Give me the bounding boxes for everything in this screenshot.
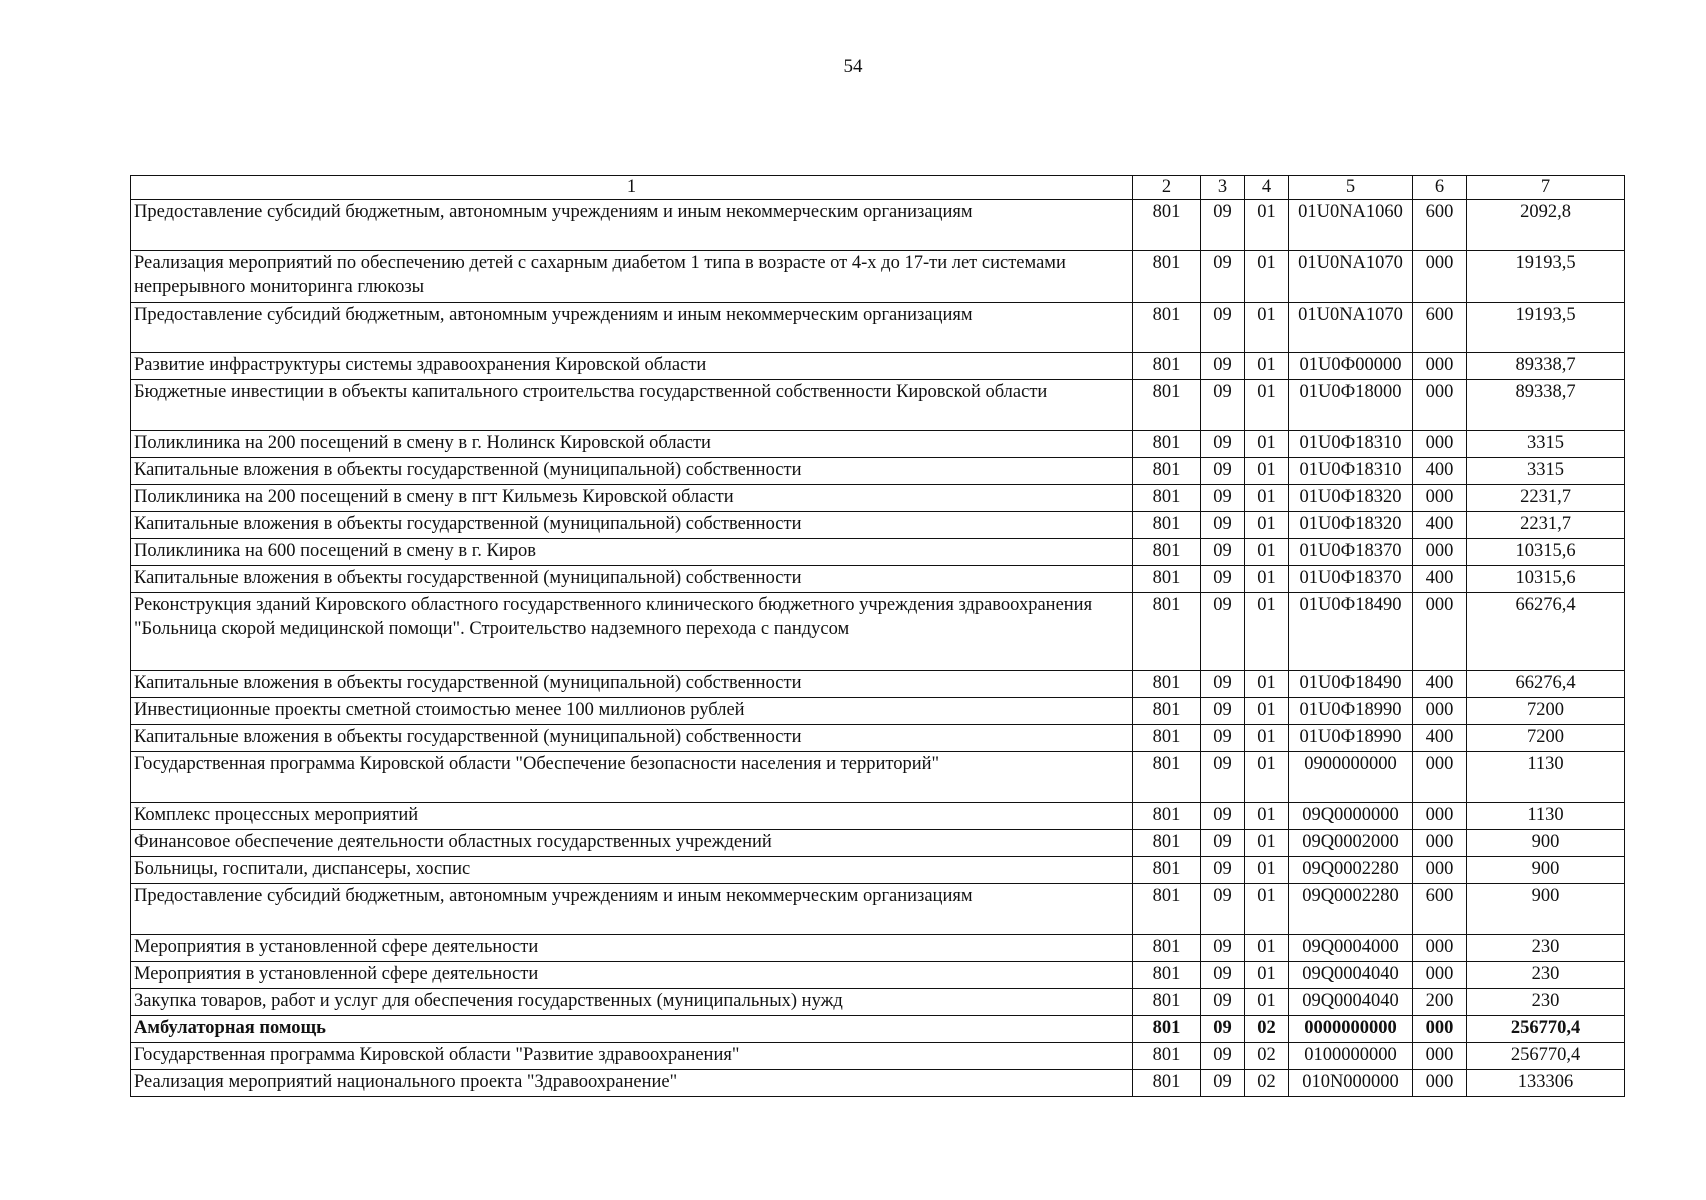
section-code: 09 [1201,485,1245,512]
section-code: 09 [1201,593,1245,671]
amount: 2231,7 [1467,512,1625,539]
column-header: 1 [131,176,1133,200]
expense-type-code: 000 [1413,803,1467,830]
item-name: Капитальные вложения в объекты государственной (муниципальной) собственности [131,512,1133,539]
expense-type-code: 000 [1413,1043,1467,1070]
ministry-code: 801 [1133,512,1201,539]
target-article-code: 09Q0004040 [1289,962,1413,989]
column-header: 7 [1467,176,1625,200]
amount: 900 [1467,884,1625,935]
subsection-code: 01 [1245,884,1289,935]
table-row [131,830,1625,857]
subsection-code: 01 [1245,303,1289,353]
target-article-code: 01U0Ф18310 [1289,458,1413,485]
table-row [131,566,1625,593]
target-article-code: 09Q0002280 [1289,884,1413,935]
table-row [131,803,1625,830]
table-row [131,935,1625,962]
ministry-code: 801 [1133,431,1201,458]
table-row [131,303,1625,353]
expense-type-code: 000 [1413,752,1467,803]
subsection-code: 01 [1245,200,1289,251]
section-code: 09 [1201,725,1245,752]
ministry-code: 801 [1133,671,1201,698]
subsection-code: 02 [1245,1016,1289,1043]
table-row [131,962,1625,989]
target-article-code: 0000000000 [1289,1016,1413,1043]
amount: 2092,8 [1467,200,1625,251]
table-row [131,1070,1625,1097]
section-code: 09 [1201,830,1245,857]
table-row [131,539,1625,566]
table-row [131,857,1625,884]
section-code: 09 [1201,380,1245,431]
table-row [131,485,1625,512]
item-name: Развитие инфраструктуры системы здравоохранения Кировской области [131,353,1133,380]
amount: 900 [1467,830,1625,857]
item-name: Амбулаторная помощь [131,1016,1133,1043]
ministry-code: 801 [1133,380,1201,431]
amount: 7200 [1467,698,1625,725]
section-code: 09 [1201,671,1245,698]
column-header: 6 [1413,176,1467,200]
section-code: 09 [1201,884,1245,935]
section-code: 09 [1201,303,1245,353]
item-name: Капитальные вложения в объекты государственной (муниципальной) собственности [131,671,1133,698]
subsection-code: 01 [1245,512,1289,539]
table-row [131,431,1625,458]
item-name: Комплекс процессных мероприятий [131,803,1133,830]
table-row [131,380,1625,431]
expense-type-code: 400 [1413,566,1467,593]
target-article-code: 01U0Ф18320 [1289,485,1413,512]
table-row [131,884,1625,935]
subsection-code: 02 [1245,1070,1289,1097]
target-article-code: 0900000000 [1289,752,1413,803]
ministry-code: 801 [1133,566,1201,593]
item-name: Закупка товаров, работ и услуг для обеспечения государственных (муниципальных) нужд [131,989,1133,1016]
expense-type-code: 000 [1413,962,1467,989]
ministry-code: 801 [1133,1016,1201,1043]
amount: 1130 [1467,752,1625,803]
amount: 89338,7 [1467,353,1625,380]
section-code: 09 [1201,935,1245,962]
target-article-code: 01U0Ф18000 [1289,380,1413,431]
item-name: Инвестиционные проекты сметной стоимостью менее 100 миллионов рублей [131,698,1133,725]
expense-type-code: 000 [1413,857,1467,884]
ministry-code: 801 [1133,303,1201,353]
table-row [131,512,1625,539]
budget-table [130,175,1625,1097]
section-code: 09 [1201,539,1245,566]
ministry-code: 801 [1133,593,1201,671]
item-name: Поликлиника на 600 посещений в смену в г. Киров [131,539,1133,566]
expense-type-code: 000 [1413,698,1467,725]
table-row [131,725,1625,752]
expense-type-code: 200 [1413,989,1467,1016]
ministry-code: 801 [1133,698,1201,725]
amount: 230 [1467,962,1625,989]
amount: 19193,5 [1467,251,1625,303]
subsection-code: 01 [1245,671,1289,698]
target-article-code: 01U0NA1070 [1289,251,1413,303]
expense-type-code: 600 [1413,200,1467,251]
subsection-code: 01 [1245,353,1289,380]
section-code: 09 [1201,857,1245,884]
target-article-code: 01U0NA1060 [1289,200,1413,251]
subsection-code: 01 [1245,962,1289,989]
target-article-code: 09Q0002280 [1289,857,1413,884]
section-code: 09 [1201,512,1245,539]
section-code: 09 [1201,566,1245,593]
section-code: 09 [1201,1016,1245,1043]
item-name: Предоставление субсидий бюджетным, автономным учреждениям и иным некоммерческим организациям [131,884,1133,935]
subsection-code: 01 [1245,752,1289,803]
amount: 10315,6 [1467,539,1625,566]
item-name: Бюджетные инвестиции в объекты капитального строительства государственной собственности Кировской области [131,380,1133,431]
subsection-code: 01 [1245,380,1289,431]
expense-type-code: 400 [1413,458,1467,485]
table-row [131,752,1625,803]
table-row [131,593,1625,671]
expense-type-code: 400 [1413,512,1467,539]
section-code: 09 [1201,1043,1245,1070]
ministry-code: 801 [1133,1043,1201,1070]
ministry-code: 801 [1133,539,1201,566]
table-row [131,698,1625,725]
amount: 10315,6 [1467,566,1625,593]
table-row [131,458,1625,485]
subsection-code: 01 [1245,485,1289,512]
column-number-row [131,176,1625,200]
table-row [131,251,1625,303]
section-code: 09 [1201,752,1245,803]
target-article-code: 01U0Ф00000 [1289,353,1413,380]
column-header: 4 [1245,176,1289,200]
amount: 3315 [1467,431,1625,458]
amount: 19193,5 [1467,303,1625,353]
item-name: Предоставление субсидий бюджетным, автономным учреждениям и иным некоммерческим организациям [131,200,1133,251]
amount: 256770,4 [1467,1043,1625,1070]
ministry-code: 801 [1133,458,1201,485]
ministry-code: 801 [1133,803,1201,830]
target-article-code: 01U0Ф18490 [1289,671,1413,698]
section-code: 09 [1201,458,1245,485]
subsection-code: 01 [1245,593,1289,671]
expense-type-code: 000 [1413,1070,1467,1097]
table-row [131,200,1625,251]
target-article-code: 0100000000 [1289,1043,1413,1070]
item-name: Капитальные вложения в объекты государственной (муниципальной) собственности [131,725,1133,752]
item-name: Капитальные вложения в объекты государственной (муниципальной) собственности [131,458,1133,485]
section-code: 09 [1201,353,1245,380]
ministry-code: 801 [1133,251,1201,303]
item-name: Реализация мероприятий по обеспечению детей с сахарным диабетом 1 типа в возрасте от 4-х до 17-ти лет системами непрерывного мониторинга глюкозы [131,251,1133,303]
ministry-code: 801 [1133,1070,1201,1097]
section-code: 09 [1201,989,1245,1016]
subsection-code: 01 [1245,989,1289,1016]
expense-type-code: 600 [1413,884,1467,935]
target-article-code: 01U0Ф18370 [1289,566,1413,593]
target-article-code: 09Q0000000 [1289,803,1413,830]
section-code: 09 [1201,803,1245,830]
table-row [131,989,1625,1016]
expense-type-code: 000 [1413,830,1467,857]
subsection-code: 01 [1245,857,1289,884]
table-row [131,1043,1625,1070]
ministry-code: 801 [1133,830,1201,857]
target-article-code: 01U0Ф18370 [1289,539,1413,566]
expense-type-code: 000 [1413,1016,1467,1043]
section-code: 09 [1201,200,1245,251]
expense-type-code: 000 [1413,431,1467,458]
subsection-code: 01 [1245,251,1289,303]
item-name: Больницы, госпитали, диспансеры, хоспис [131,857,1133,884]
ministry-code: 801 [1133,485,1201,512]
expense-type-code: 000 [1413,380,1467,431]
item-name: Мероприятия в установленной сфере деятельности [131,935,1133,962]
target-article-code: 01U0Ф18990 [1289,725,1413,752]
amount: 1130 [1467,803,1625,830]
amount: 66276,4 [1467,671,1625,698]
table-body [131,200,1625,1097]
subsection-code: 01 [1245,431,1289,458]
target-article-code: 01U0Ф18990 [1289,698,1413,725]
item-name: Реализация мероприятий национального проекта "Здравоохранение" [131,1070,1133,1097]
item-name: Поликлиника на 200 посещений в смену в г. Нолинск Кировской области [131,431,1133,458]
amount: 230 [1467,935,1625,962]
page-number: 54 [843,56,863,77]
expense-type-code: 400 [1413,671,1467,698]
subsection-code: 01 [1245,803,1289,830]
target-article-code: 01U0Ф18320 [1289,512,1413,539]
section-code: 09 [1201,962,1245,989]
column-header: 3 [1201,176,1245,200]
ministry-code: 801 [1133,725,1201,752]
amount: 7200 [1467,725,1625,752]
expense-type-code: 000 [1413,353,1467,380]
ministry-code: 801 [1133,989,1201,1016]
amount: 3315 [1467,458,1625,485]
subsection-code: 01 [1245,830,1289,857]
amount: 2231,7 [1467,485,1625,512]
amount: 230 [1467,989,1625,1016]
table-row [131,671,1625,698]
expense-type-code: 400 [1413,725,1467,752]
ministry-code: 801 [1133,962,1201,989]
item-name: Государственная программа Кировской области "Обеспечение безопасности населения и территорий" [131,752,1133,803]
item-name: Финансовое обеспечение деятельности областных государственных учреждений [131,830,1133,857]
amount: 133306 [1467,1070,1625,1097]
target-article-code: 01U0NA1070 [1289,303,1413,353]
amount: 66276,4 [1467,593,1625,671]
amount: 89338,7 [1467,380,1625,431]
subsection-code: 01 [1245,935,1289,962]
item-name: Поликлиника на 200 посещений в смену в пгт Кильмезь Кировской области [131,485,1133,512]
expense-type-code: 600 [1413,303,1467,353]
target-article-code: 01U0Ф18310 [1289,431,1413,458]
target-article-code: 09Q0002000 [1289,830,1413,857]
subsection-code: 01 [1245,566,1289,593]
target-article-code: 09Q0004040 [1289,989,1413,1016]
ministry-code: 801 [1133,200,1201,251]
expense-type-code: 000 [1413,485,1467,512]
subsection-code: 01 [1245,698,1289,725]
subsection-code: 01 [1245,458,1289,485]
item-name: Мероприятия в установленной сфере деятельности [131,962,1133,989]
ministry-code: 801 [1133,884,1201,935]
subsection-code: 01 [1245,539,1289,566]
item-name: Капитальные вложения в объекты государственной (муниципальной) собственности [131,566,1133,593]
expense-type-code: 000 [1413,593,1467,671]
column-header: 5 [1289,176,1413,200]
target-article-code: 09Q0004000 [1289,935,1413,962]
subsection-code: 01 [1245,725,1289,752]
item-name: Предоставление субсидий бюджетным, автономным учреждениям и иным некоммерческим организациям [131,303,1133,353]
section-code: 09 [1201,251,1245,303]
table-row [131,353,1625,380]
item-name: Реконструкция зданий Кировского областного государственного клинического бюджетного учреждения здравоохранения "Больница скорой медицинской помощи". Строительство надземного перехода с пандусом [131,593,1133,671]
section-code: 09 [1201,1070,1245,1097]
target-article-code: 010N000000 [1289,1070,1413,1097]
column-header: 2 [1133,176,1201,200]
amount: 900 [1467,857,1625,884]
section-code: 09 [1201,698,1245,725]
ministry-code: 801 [1133,935,1201,962]
ministry-code: 801 [1133,353,1201,380]
section-code: 09 [1201,431,1245,458]
expense-type-code: 000 [1413,935,1467,962]
item-name: Государственная программа Кировской области "Развитие здравоохранения" [131,1043,1133,1070]
expense-type-code: 000 [1413,251,1467,303]
expense-type-code: 000 [1413,539,1467,566]
subsection-code: 02 [1245,1043,1289,1070]
ministry-code: 801 [1133,752,1201,803]
table-row [131,1016,1625,1043]
amount: 256770,4 [1467,1016,1625,1043]
ministry-code: 801 [1133,857,1201,884]
target-article-code: 01U0Ф18490 [1289,593,1413,671]
